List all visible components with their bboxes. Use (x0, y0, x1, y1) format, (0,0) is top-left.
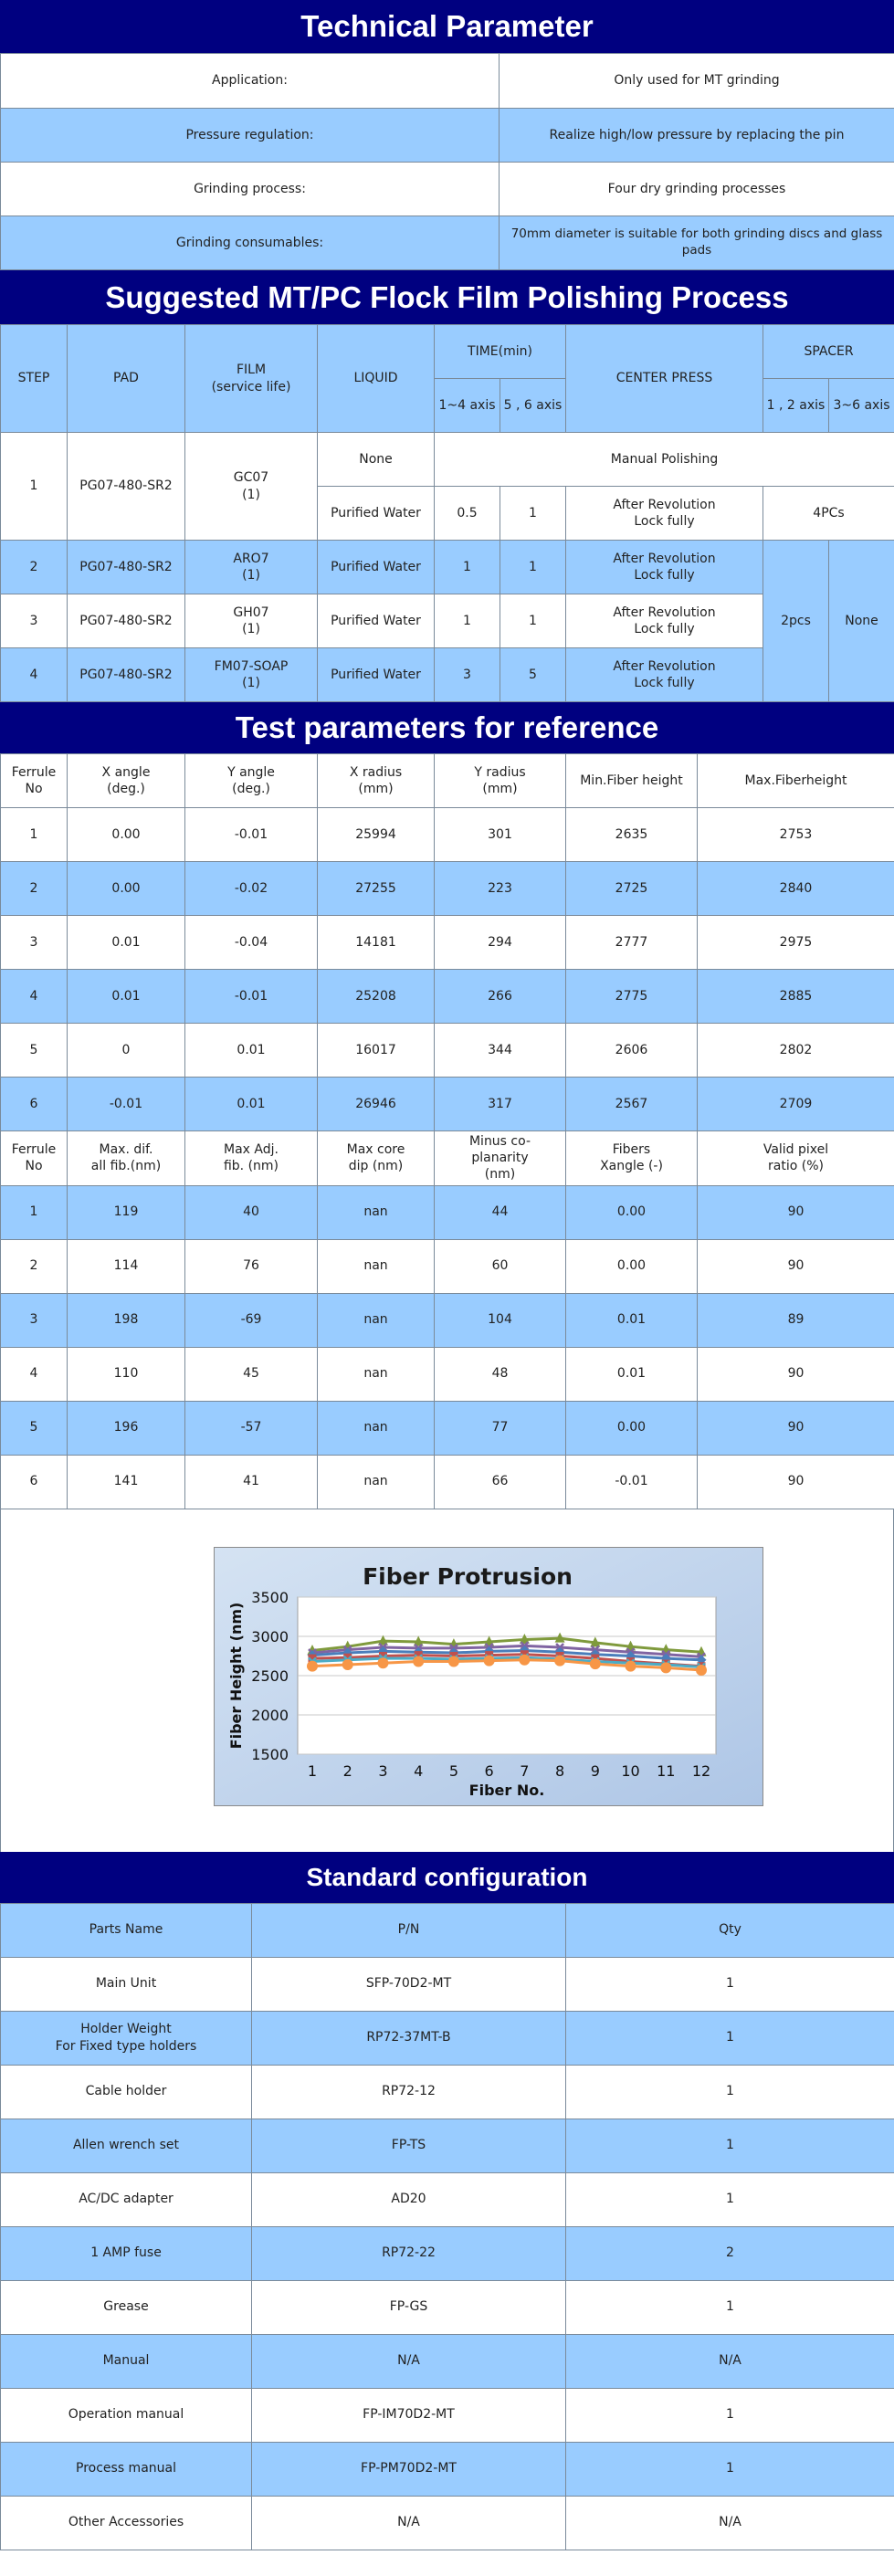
table-cell: AD20 (252, 2172, 566, 2226)
tech-value: Four dry grinding processes (500, 163, 894, 216)
table-cell: 114 (68, 1239, 185, 1293)
table-cell: 317 (435, 1078, 566, 1131)
step-film: FM07-SOAP (1) (185, 648, 318, 702)
table-cell: 104 (435, 1293, 566, 1347)
config-table (0, 1903, 894, 2550)
table-cell: 4 (1, 970, 68, 1024)
table-cell: 2975 (698, 916, 894, 970)
table-cell: 3 (1, 1293, 68, 1347)
data-point (554, 1655, 565, 1666)
tech-row (1, 54, 894, 109)
test-header-cell: X radius (mm) (318, 754, 435, 808)
table-cell: -0.02 (185, 862, 318, 916)
x-tick-label: 4 (414, 1761, 424, 1780)
step-liquid: None (318, 433, 435, 487)
x-tick-label: 5 (448, 1761, 459, 1780)
tech-label: Grinding process: (1, 163, 500, 216)
step-liquid: Purified Water (318, 541, 435, 594)
tech-row (1, 216, 894, 270)
table-row (1, 2442, 894, 2496)
table-cell: -69 (185, 1293, 318, 1347)
chart-area (0, 1509, 894, 1852)
table-cell: 0 (68, 1024, 185, 1078)
table-cell: 27255 (318, 862, 435, 916)
table-cell: 1 (566, 2280, 894, 2334)
table-cell: 2 (1, 862, 68, 916)
test-header-cell: Fibers Xangle (-) (566, 1131, 698, 1186)
technical-parameter-table (0, 53, 894, 270)
process-header-row (1, 325, 894, 379)
table-cell: 2885 (698, 970, 894, 1024)
test-header-cell: Max. dif. all fib.(nm) (68, 1131, 185, 1186)
table-cell: 4 (1, 1347, 68, 1401)
step-spacer: 4PCs (763, 487, 894, 541)
process-row-step2 (1, 541, 894, 594)
table-cell: 198 (68, 1293, 185, 1347)
header-center-press: CENTER PRESS (566, 325, 763, 433)
table-cell: FP-IM70D2-MT (252, 2388, 566, 2442)
y-axis-label: Fiber Height (nm) (227, 1602, 245, 1749)
process-title: Suggested MT/PC Flock Film Polishing Process (0, 270, 894, 324)
data-point (519, 1654, 530, 1665)
y-tick-label: 1500 (251, 1745, 289, 1763)
x-tick-label: 8 (554, 1761, 565, 1780)
step-film: GC07 (1) (185, 433, 318, 541)
data-point (626, 1660, 636, 1671)
header-step: STEP (1, 325, 68, 433)
table-cell: 60 (435, 1239, 566, 1293)
table-cell: 2 (566, 2226, 894, 2280)
test-parameters-title: Test parameters for reference (0, 702, 894, 753)
step-center-press: After Revolution Lock fully (566, 487, 763, 541)
table-cell: 2709 (698, 1078, 894, 1131)
table-row (1, 2388, 894, 2442)
y-tick-label: 2000 (251, 1706, 289, 1724)
table-cell: 0.01 (566, 1293, 698, 1347)
tech-row (1, 109, 894, 163)
test-header-cell: Max core dip (nm) (318, 1131, 435, 1186)
table-cell: RP72-37MT-B (252, 2011, 566, 2065)
table-cell: 5 (1, 1401, 68, 1455)
table-cell: 2802 (698, 1024, 894, 1078)
data-point (590, 1658, 601, 1669)
table-row (1, 1455, 894, 1509)
table-cell: Main Unit (1, 1957, 252, 2011)
test-parameters-table (0, 753, 894, 1509)
table-cell: FP-PM70D2-MT (252, 2442, 566, 2496)
table-cell: Other Accessories (1, 2496, 252, 2550)
table-cell: 0.01 (68, 970, 185, 1024)
table-cell: 40 (185, 1185, 318, 1239)
table-cell: 1 (566, 2442, 894, 2496)
table-cell: AC/DC adapter (1, 2172, 252, 2226)
tech-label: Grinding consumables: (1, 216, 500, 270)
test-header-row (1, 1131, 894, 1186)
x-tick-label: 9 (590, 1761, 600, 1780)
test-header-cell: Valid pixel ratio (%) (698, 1131, 894, 1186)
table-cell: Allen wrench set (1, 2119, 252, 2172)
fiber-protrusion-chart (214, 1547, 763, 1806)
table-cell: nan (318, 1455, 435, 1509)
table-cell: 266 (435, 970, 566, 1024)
step-time-a: 1 (435, 541, 500, 594)
header-liquid: LIQUID (318, 325, 435, 433)
table-cell: 2567 (566, 1078, 698, 1131)
data-point (377, 1657, 388, 1668)
step-time-b: 1 (500, 594, 566, 648)
table-cell: 0.01 (566, 1347, 698, 1401)
step-pad: PG07-480-SR2 (68, 541, 185, 594)
table-cell: 1 (566, 2011, 894, 2065)
table-cell: RP72-12 (252, 2065, 566, 2119)
table-cell: 141 (68, 1455, 185, 1509)
tech-row (1, 163, 894, 216)
table-cell: RP72-22 (252, 2226, 566, 2280)
step-liquid: Purified Water (318, 487, 435, 541)
table-cell: 25208 (318, 970, 435, 1024)
table-cell: SFP-70D2-MT (252, 1957, 566, 2011)
data-point (696, 1665, 707, 1676)
table-cell: Grease (1, 2280, 252, 2334)
table-cell: 26946 (318, 1078, 435, 1131)
table-cell: nan (318, 1185, 435, 1239)
header-pad: PAD (68, 325, 185, 433)
table-cell: Process manual (1, 2442, 252, 2496)
table-cell: 77 (435, 1401, 566, 1455)
step-center-press: After Revolution Lock fully (566, 594, 763, 648)
data-point (342, 1659, 353, 1670)
step-liquid: Purified Water (318, 594, 435, 648)
tech-label: Pressure regulation: (1, 109, 500, 163)
table-cell: 41 (185, 1455, 318, 1509)
header-time: TIME(min) (435, 325, 566, 379)
test-header-cell: X angle (deg.) (68, 754, 185, 808)
table-cell: 2753 (698, 808, 894, 862)
table-cell: 0.00 (68, 862, 185, 916)
table-cell: 0.00 (566, 1401, 698, 1455)
data-point (484, 1655, 495, 1666)
table-cell: 110 (68, 1347, 185, 1401)
table-row (1, 2011, 894, 2065)
table-row (1, 2172, 894, 2226)
x-tick-label: 3 (378, 1761, 388, 1780)
table-cell: 45 (185, 1347, 318, 1401)
test-header-cell: Ferrule No (1, 754, 68, 808)
config-header-row (1, 1903, 894, 1957)
test-header-cell: Min.Fiber height (566, 754, 698, 808)
test-header-cell: Y angle (deg.) (185, 754, 318, 808)
test-header-cell: Max.Fiberheight (698, 754, 894, 808)
test-header-cell: Ferrule No (1, 1131, 68, 1186)
table-cell: N/A (566, 2496, 894, 2550)
process-row-step4 (1, 648, 894, 702)
table-row (1, 2334, 894, 2388)
table-cell: -0.01 (566, 1455, 698, 1509)
table-cell: 294 (435, 916, 566, 970)
table-row (1, 1185, 894, 1239)
step-center-press: After Revolution Lock fully (566, 648, 763, 702)
table-row (1, 1239, 894, 1293)
y-tick-label: 2500 (251, 1667, 289, 1685)
table-cell: 1 (566, 2119, 894, 2172)
table-row (1, 862, 894, 916)
table-cell: -0.01 (185, 970, 318, 1024)
table-cell: 1 AMP fuse (1, 2226, 252, 2280)
config-header-cell: Parts Name (1, 1903, 252, 1957)
table-cell: 2777 (566, 916, 698, 970)
step-number: 4 (1, 648, 68, 702)
process-row-step1a (1, 433, 894, 487)
table-cell: Operation manual (1, 2388, 252, 2442)
table-cell: 1 (566, 1957, 894, 2011)
table-cell: 90 (698, 1455, 894, 1509)
table-cell: 0.00 (566, 1185, 698, 1239)
step-spacer-b: None (829, 541, 894, 702)
table-cell: 2606 (566, 1024, 698, 1078)
process-table (0, 324, 894, 702)
table-row (1, 1024, 894, 1078)
tech-label: Application: (1, 54, 500, 109)
table-row (1, 1957, 894, 2011)
x-tick-label: 12 (691, 1761, 711, 1780)
table-cell: 196 (68, 1401, 185, 1455)
fiber-protrusion-svg (214, 1547, 763, 1806)
table-cell: 223 (435, 862, 566, 916)
table-cell: Manual (1, 2334, 252, 2388)
test-header-row (1, 754, 894, 808)
tech-value: 70mm diameter is suitable for both grinding discs and glass pads (500, 216, 894, 270)
table-cell: N/A (252, 2496, 566, 2550)
x-axis-label: Fiber No. (468, 1781, 545, 1799)
y-tick-label: 3500 (251, 1588, 289, 1606)
table-cell: 6 (1, 1455, 68, 1509)
table-cell: 2 (1, 1239, 68, 1293)
table-cell: 90 (698, 1185, 894, 1239)
x-tick-label: 7 (520, 1761, 530, 1780)
config-header-cell: P/N (252, 1903, 566, 1957)
step-film: GH07 (1) (185, 594, 318, 648)
table-cell: 301 (435, 808, 566, 862)
table-cell: nan (318, 1293, 435, 1347)
test-header-cell: Max Adj. fib. (nm) (185, 1131, 318, 1186)
table-cell: 1 (566, 2388, 894, 2442)
table-cell: 3 (1, 916, 68, 970)
header-time-a: 1~4 axis (435, 379, 500, 433)
table-row (1, 1293, 894, 1347)
y-tick-label: 3000 (251, 1627, 289, 1645)
table-row (1, 808, 894, 862)
header-spacer-a: 1 , 2 axis (763, 379, 829, 433)
table-cell: 66 (435, 1455, 566, 1509)
table-cell: 0.00 (566, 1239, 698, 1293)
table-row (1, 2119, 894, 2172)
table-cell: Holder Weight For Fixed type holders (1, 2011, 252, 2065)
table-cell: 2635 (566, 808, 698, 862)
technical-parameter-title: Technical Parameter (0, 0, 894, 53)
table-cell: 6 (1, 1078, 68, 1131)
table-cell: 119 (68, 1185, 185, 1239)
table-cell: N/A (252, 2334, 566, 2388)
header-film: FILM (service life) (185, 325, 318, 433)
chart-title: Fiber Protrusion (363, 1562, 573, 1590)
table-row (1, 1347, 894, 1401)
table-cell: FP-TS (252, 2119, 566, 2172)
x-tick-label: 11 (657, 1761, 676, 1780)
x-tick-label: 6 (484, 1761, 494, 1780)
data-point (660, 1662, 671, 1673)
step-time-b: 1 (500, 487, 566, 541)
table-row (1, 2496, 894, 2550)
table-cell: 2840 (698, 862, 894, 916)
table-cell: 90 (698, 1347, 894, 1401)
table-cell: FP-GS (252, 2280, 566, 2334)
table-cell: Cable holder (1, 2065, 252, 2119)
table-cell: nan (318, 1347, 435, 1401)
step-spacer-a: 2pcs (763, 541, 829, 702)
step-pad: PG07-480-SR2 (68, 433, 185, 541)
x-tick-label: 2 (342, 1761, 352, 1780)
table-cell: 1 (1, 1185, 68, 1239)
table-cell: 0.01 (68, 916, 185, 970)
table-row (1, 970, 894, 1024)
table-cell: 16017 (318, 1024, 435, 1078)
test-header-cell: Y radius (mm) (435, 754, 566, 808)
table-cell: 0.01 (185, 1078, 318, 1131)
test-header-cell: Minus co- planarity (nm) (435, 1131, 566, 1186)
table-cell: 25994 (318, 808, 435, 862)
table-cell: nan (318, 1401, 435, 1455)
table-cell: -57 (185, 1401, 318, 1455)
table-row (1, 1078, 894, 1131)
table-cell: 2775 (566, 970, 698, 1024)
table-cell: 0.00 (68, 808, 185, 862)
step-number: 3 (1, 594, 68, 648)
step-time-b: 5 (500, 648, 566, 702)
step-time-a: 1 (435, 594, 500, 648)
table-cell: -0.04 (185, 916, 318, 970)
x-tick-label: 1 (307, 1761, 318, 1780)
step-center-press: After Revolution Lock fully (566, 541, 763, 594)
config-title: Standard configuration (0, 1852, 894, 1903)
table-cell: 90 (698, 1239, 894, 1293)
table-cell: 14181 (318, 916, 435, 970)
step-time-a: 3 (435, 648, 500, 702)
step-number: 1 (1, 433, 68, 541)
table-cell: 89 (698, 1293, 894, 1347)
step-time-b: 1 (500, 541, 566, 594)
table-cell: 344 (435, 1024, 566, 1078)
x-tick-label: 10 (621, 1761, 640, 1780)
step-number: 2 (1, 541, 68, 594)
table-cell: -0.01 (68, 1078, 185, 1131)
table-row (1, 1401, 894, 1455)
table-cell: 76 (185, 1239, 318, 1293)
header-time-b: 5 , 6 axis (500, 379, 566, 433)
table-cell: 2725 (566, 862, 698, 916)
table-cell: nan (318, 1239, 435, 1293)
table-cell: 1 (1, 808, 68, 862)
step-film: ARO7 (1) (185, 541, 318, 594)
table-cell: 44 (435, 1185, 566, 1239)
process-row-step3 (1, 594, 894, 648)
tech-value: Realize high/low pressure by replacing the pin (500, 109, 894, 163)
table-row (1, 2065, 894, 2119)
table-row (1, 916, 894, 970)
step-time-a: 0.5 (435, 487, 500, 541)
table-row (1, 2226, 894, 2280)
table-cell: N/A (566, 2334, 894, 2388)
table-cell: 0.01 (185, 1024, 318, 1078)
header-spacer-b: 3~6 axis (829, 379, 894, 433)
data-point (413, 1656, 424, 1667)
table-cell: 48 (435, 1347, 566, 1401)
table-cell: -0.01 (185, 808, 318, 862)
table-cell: 90 (698, 1401, 894, 1455)
step-pad: PG07-480-SR2 (68, 594, 185, 648)
table-row (1, 2280, 894, 2334)
table-cell: 1 (566, 2172, 894, 2226)
tech-value: Only used for MT grinding (500, 54, 894, 109)
data-point (307, 1660, 318, 1671)
table-cell: 5 (1, 1024, 68, 1078)
step-liquid: Purified Water (318, 648, 435, 702)
data-point (448, 1656, 459, 1667)
table-cell: 1 (566, 2065, 894, 2119)
step-pad: PG07-480-SR2 (68, 648, 185, 702)
header-spacer: SPACER (763, 325, 894, 379)
config-header-cell: Qty (566, 1903, 894, 1957)
step-manual-polishing: Manual Polishing (435, 433, 894, 487)
